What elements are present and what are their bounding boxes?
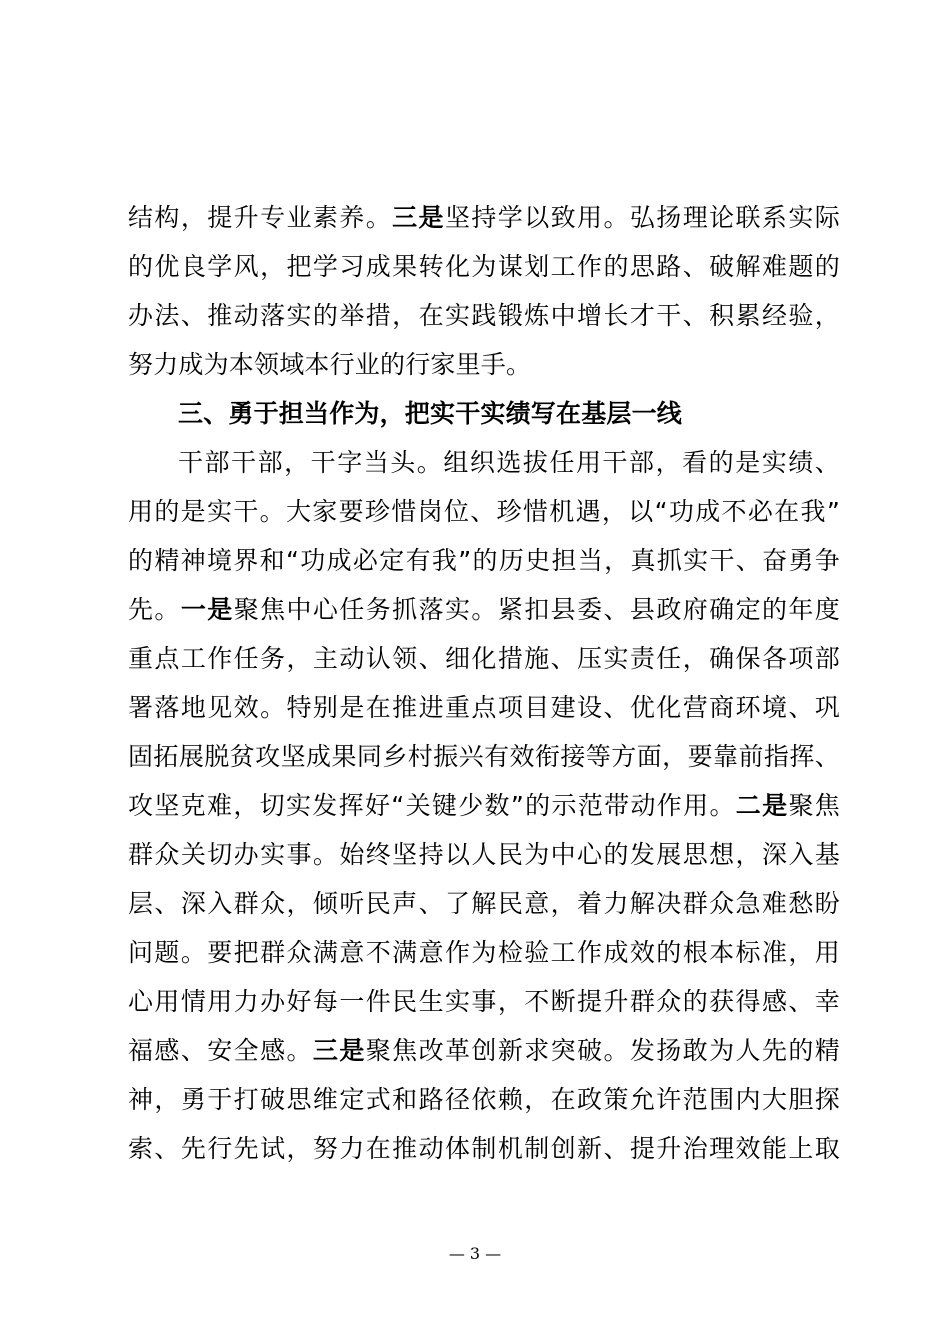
text-line: 的精神境界和“功成必定有我”的历史担当，真抓实干、奋勇争 (128, 546, 840, 575)
bold-keyword: 三是 (312, 1036, 366, 1065)
text-line (128, 1026, 840, 1075)
text-line (128, 193, 840, 242)
text-line: 心用情用力办好每一件民生实事，不断提升群众的获得感、幸 (128, 987, 840, 1016)
text-line (128, 585, 840, 634)
text-line: 署落地见效。特别是在推进重点项目建设、优化营商环境、巩 (128, 693, 840, 722)
text-run: 先。 (128, 595, 181, 624)
text-line (128, 781, 840, 830)
text-run: 福感、安全感。 (128, 1036, 313, 1065)
paragraph-section-three (128, 438, 840, 1173)
text-line: 干部干部，干字当头。组织选拔任用干部，看的是实绩、 (178, 448, 840, 477)
paragraph-continued (128, 193, 840, 389)
text-run: 结构，提升专业素养。 (128, 203, 393, 232)
text-line: 固拓展脱贫攻坚成果同乡村振兴有效衔接等方面，要靠前指挥、 (128, 742, 840, 771)
bold-keyword: 一是 (180, 595, 234, 624)
text-run: 聚焦中心任务抓落实。紧扣县委、县政府确定的年度 (233, 595, 841, 624)
text-run: 聚焦改革创新求突破。发扬敢为人先的精 (365, 1036, 840, 1065)
text-line: 神，勇于打破思维定式和路径依赖，在政策允许范围内大胆探 (128, 1085, 840, 1114)
bold-keyword: 三是 (392, 203, 445, 232)
text-line: 努力成为本领域本行业的行家里手。 (128, 350, 532, 379)
text-run: 坚持学以致用。弘扬理论联系实际 (444, 203, 840, 232)
section-heading: 三、勇于担当作为，把实干实绩写在基层一线 (178, 399, 683, 428)
text-line: 索、先行先试，努力在推动体制机制创新、提升治理效能上取 (128, 1134, 840, 1163)
text-line: 用的是实干。大家要珍惜岗位、珍惜机遇，以“功成不必在我” (128, 497, 840, 526)
text-line: 群众关切办实事。始终坚持以人民为中心的发展思想，深入基 (128, 840, 840, 869)
page-number: — 3 — (448, 1244, 502, 1263)
document-body (128, 193, 840, 1173)
text-line: 重点工作任务，主动认领、细化措施、压实责任，确保各项部 (128, 644, 840, 673)
text-line: 的优良学风，把学习成果转化为谋划工作的思路、破解难题的 (128, 252, 840, 281)
text-line: 问题。要把群众满意不满意作为检验工作成效的根本标准，用 (128, 938, 840, 967)
text-line: 层、深入群众，倾听民声、了解民意，着力解决群众急难愁盼 (128, 889, 840, 918)
text-run: 聚焦 (788, 791, 840, 820)
text-line: 办法、推动落实的举措，在实践锻炼中增长才干、积累经验， (128, 301, 840, 330)
text-run: 攻坚克难，切实发挥好“关键少数”的示范带动作用。 (128, 791, 736, 820)
bold-keyword: 二是 (735, 791, 789, 820)
